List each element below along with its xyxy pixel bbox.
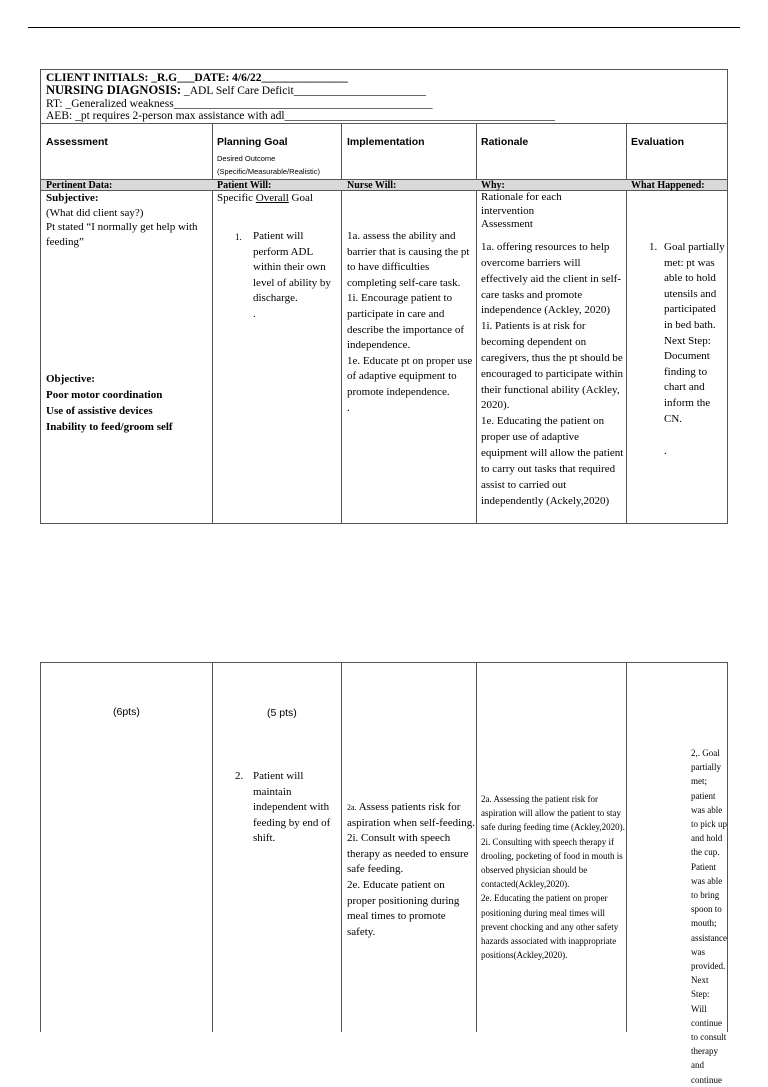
implementation-cell bbox=[347, 800, 475, 940]
implementation-item: 1i. Encourage patient to participate in care and describe the importance of independence. bbox=[347, 292, 464, 352]
subjective-question: (What did client say?) bbox=[46, 206, 144, 219]
planning-points: (5 pts) bbox=[267, 707, 297, 719]
col-divider bbox=[626, 663, 627, 1032]
goal-text: Patient will maintain independent with feeding by end of shift. bbox=[253, 770, 331, 845]
subheader-band bbox=[41, 179, 727, 191]
desired-outcome-label: Desired Outcome bbox=[217, 154, 276, 163]
assessment-points: (6pts) bbox=[113, 706, 140, 718]
subjective-text: Pt stated “I normally get help with feeding” bbox=[46, 221, 198, 248]
goal-number: 2. bbox=[235, 770, 244, 782]
implementation-heading: Implementation bbox=[347, 136, 425, 148]
implementation-item: 1a. assess the ability and barrier that is causing the pt to have difficulties completing self-care task. bbox=[347, 230, 470, 289]
rationale-heading-block bbox=[481, 191, 624, 232]
col-divider bbox=[212, 663, 213, 1032]
header-rule bbox=[28, 27, 740, 28]
implementation-item: 1e. Educate pt on proper use of adaptive equipment to promote independence. bbox=[347, 354, 473, 398]
rationale-subheading: intervention bbox=[481, 204, 535, 217]
as-evidenced-by: AEB: _pt requires 2-person max assistance with adl_______________________________________________ bbox=[46, 110, 555, 123]
related-to: RT: _Generalized weakness_____________________________________________ bbox=[46, 97, 433, 110]
goal-text: Patient will perform ADL within their own level of ability by discharge. bbox=[253, 230, 331, 305]
rationale-subheading: Assessment bbox=[481, 218, 533, 230]
evaluation-trailing-dot: . bbox=[664, 445, 667, 457]
subjective-label: Subjective: bbox=[46, 192, 99, 204]
implementation-item bbox=[347, 800, 475, 831]
implementation-item: 2i. Consult with speech therapy as needed to ensure safe feeding. bbox=[347, 832, 469, 876]
implementation-cell bbox=[347, 229, 475, 416]
objective-block bbox=[46, 371, 208, 435]
objective-label: Objective: bbox=[46, 373, 95, 385]
evaluation-number: 1. bbox=[649, 241, 658, 253]
nursing-diagnosis-label: NURSING DIAGNOSIS: bbox=[46, 83, 182, 98]
implementation-item: 2e. Educate patient on proper positioning during meal times to promote safety. bbox=[347, 878, 460, 938]
care-plan-table-1 bbox=[40, 69, 728, 524]
rationale-item: 2a. Assessing the patient risk for aspiration will allow the patient to stay safe during feeding time (Ackley,2020). bbox=[481, 794, 625, 833]
client-initials: CLIENT INITIALS: _R.G___DATE: 4/6/22_______________ bbox=[46, 72, 348, 84]
objective-item: Poor motor coordination bbox=[46, 389, 163, 401]
objective-item: Inability to feed/groom self bbox=[46, 421, 173, 433]
col-divider bbox=[476, 663, 477, 1032]
what-happened-label: What Happened: bbox=[631, 180, 705, 191]
planning-heading: Planning Goal bbox=[217, 136, 288, 148]
goal-trailing-dot: . bbox=[253, 308, 256, 320]
objective-item: Use of assistive devices bbox=[46, 405, 153, 417]
evaluation-text: 2,. Goal partially met; patient was able to pick up and hold the cup. Patient was able to bring spoon to mouth; assistance was provided. Next Step: Will continue to consult therapy and continue bbox=[691, 748, 727, 1085]
impl-prefix: 2a. bbox=[347, 803, 357, 812]
evaluation-text: Goal partially met: pt was able to hold utensils and participated in bed bath. Next Step: Document finding to chart and inform the CN. bbox=[664, 241, 725, 425]
client-header bbox=[41, 70, 727, 124]
evaluation-heading: Evaluation bbox=[631, 136, 685, 148]
why-label: Why: bbox=[481, 180, 505, 191]
assessment-cell bbox=[46, 191, 208, 249]
care-plan-table-2 bbox=[40, 662, 728, 1085]
rationale-subheading: Rationale for each bbox=[481, 191, 562, 203]
rationale-item: 1e. Educating the patient on proper use of adaptive equipment will allow the patient to carry out tasks that required assist to carried out independently (Ackely,2020) bbox=[481, 415, 624, 507]
rationale-item: 2e. Educating the patient on proper positioning during meal times will prevent chocking and any other safety hazards associated with inappropriate positions(Ackley,2020). bbox=[481, 893, 619, 961]
col-divider bbox=[341, 663, 342, 1032]
nursing-diagnosis-value: _ADL Self Care Deficit_______________________ bbox=[181, 85, 426, 98]
rationale-item: 1i. Patients is at risk for becoming dependent on caregivers, thus the pt should be encouraged to participate within their functional ability (Ackley, 2020). bbox=[481, 320, 624, 412]
rationale-cell bbox=[481, 240, 626, 509]
assessment-heading: Assessment bbox=[46, 136, 108, 148]
goal-number: 1. bbox=[235, 232, 242, 242]
implementation-item: . bbox=[347, 401, 350, 414]
goal-heading bbox=[217, 191, 339, 207]
nurse-will-label: Nurse Will: bbox=[347, 180, 397, 191]
rationale-heading: Rationale bbox=[481, 136, 529, 148]
pertinent-data-label: Pertinent Data: bbox=[46, 180, 113, 191]
rationale-item: 1a. offering resources to help overcome barriers will effectively aid the client in self-care tasks and promote independence (Ackley, 2020) bbox=[481, 241, 621, 317]
patient-will-label: Patient Will: bbox=[217, 180, 272, 191]
goal-heading-pre: Specific bbox=[217, 192, 256, 204]
impl-first-text: Assess patients risk for aspiration when self-feeding. bbox=[347, 801, 475, 829]
smr-label: (Specific/Measurable/Realistic) bbox=[217, 167, 320, 176]
goal-heading-post: Goal bbox=[288, 192, 313, 204]
rationale-item: 2i. Consulting with speech therapy if drooling, pocketing of food in mouth is observed physician should be contacted(Ackley,2020). bbox=[481, 836, 623, 890]
rationale-cell bbox=[481, 792, 626, 962]
goal-heading-underlined: Overall bbox=[255, 192, 289, 204]
